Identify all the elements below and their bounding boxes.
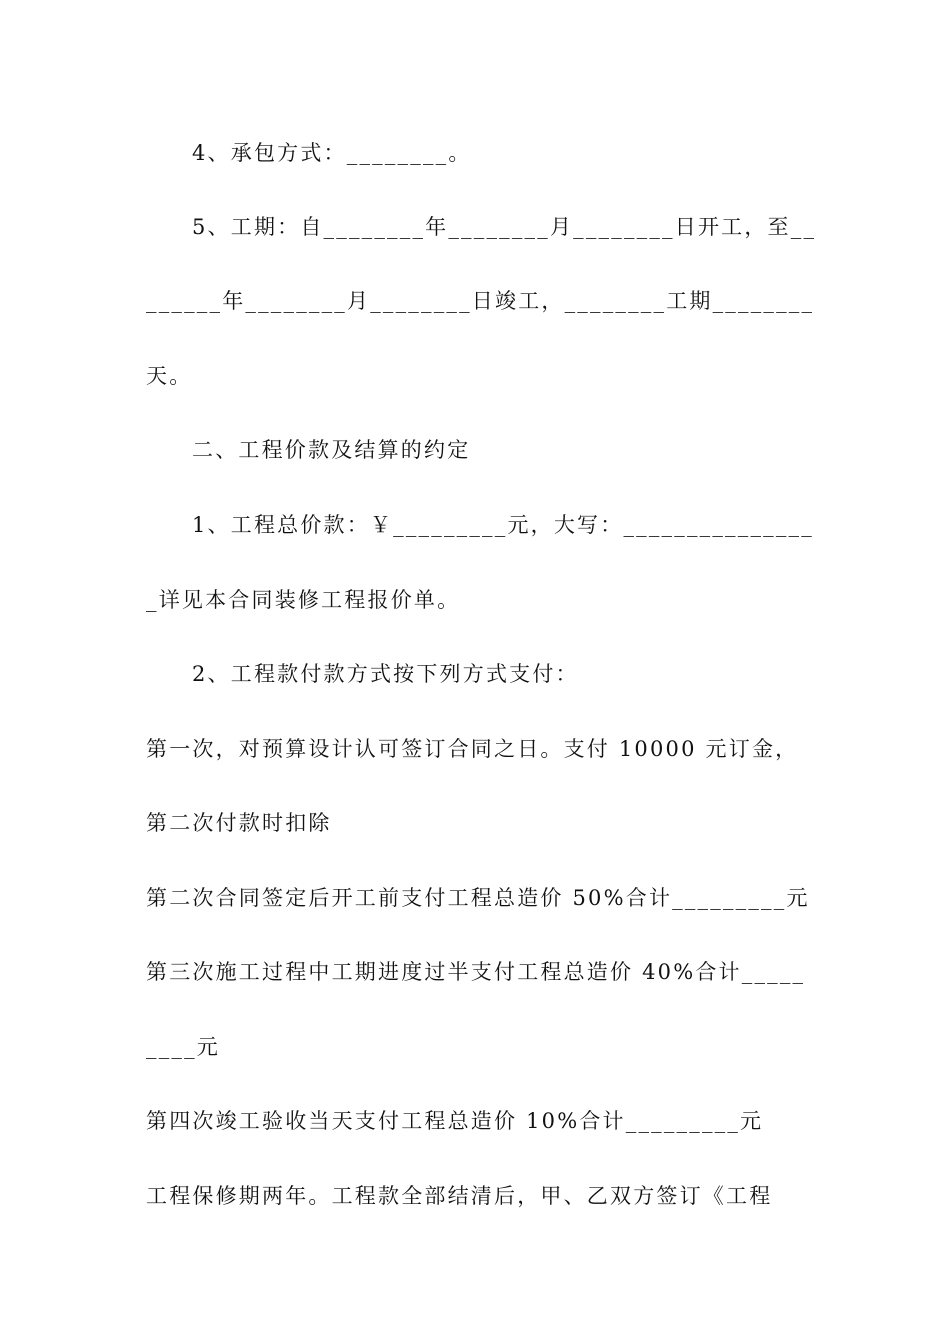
payment-first-line-1: 第一次，对预算设计认可签订合同之日。支付 10000 元订金， (146, 737, 799, 761)
payment-method-line: 2、工程款付款方式按下列方式支付： (192, 662, 579, 686)
duration-line-3: 天。 (146, 364, 193, 388)
payment-first-line-2: 第二次付款时扣除 (146, 811, 332, 835)
payment-third-line-1: 第三次施工过程中工期进度过半支付工程总造价 40%合计_____ (146, 960, 806, 984)
total-price-line-1: 1、工程总价款：￥_________元，大写：_______________ (192, 513, 814, 537)
contract-method-line: 4、承包方式：________。 (192, 141, 472, 165)
total-price-line-2: _详见本合同装修工程报价单。 (146, 588, 461, 612)
payment-second-line: 第二次合同签定后开工前支付工程总造价 50%合计_________元 (146, 886, 810, 910)
payment-third-line-2: ____元 (146, 1035, 220, 1059)
section-heading-price: 二、工程价款及结算的约定 (192, 438, 471, 462)
duration-line-1: 5、工期：自________年________月________日开工，至__ (192, 215, 817, 239)
payment-fourth-line: 第四次竣工验收当天支付工程总造价 10%合计_________元 (146, 1109, 764, 1133)
warranty-line: 工程保修期两年。工程款全部结清后，甲、乙双方签订《工程 (146, 1184, 773, 1208)
duration-line-2: ______年________月________日竣工，________工期________ (146, 289, 815, 313)
